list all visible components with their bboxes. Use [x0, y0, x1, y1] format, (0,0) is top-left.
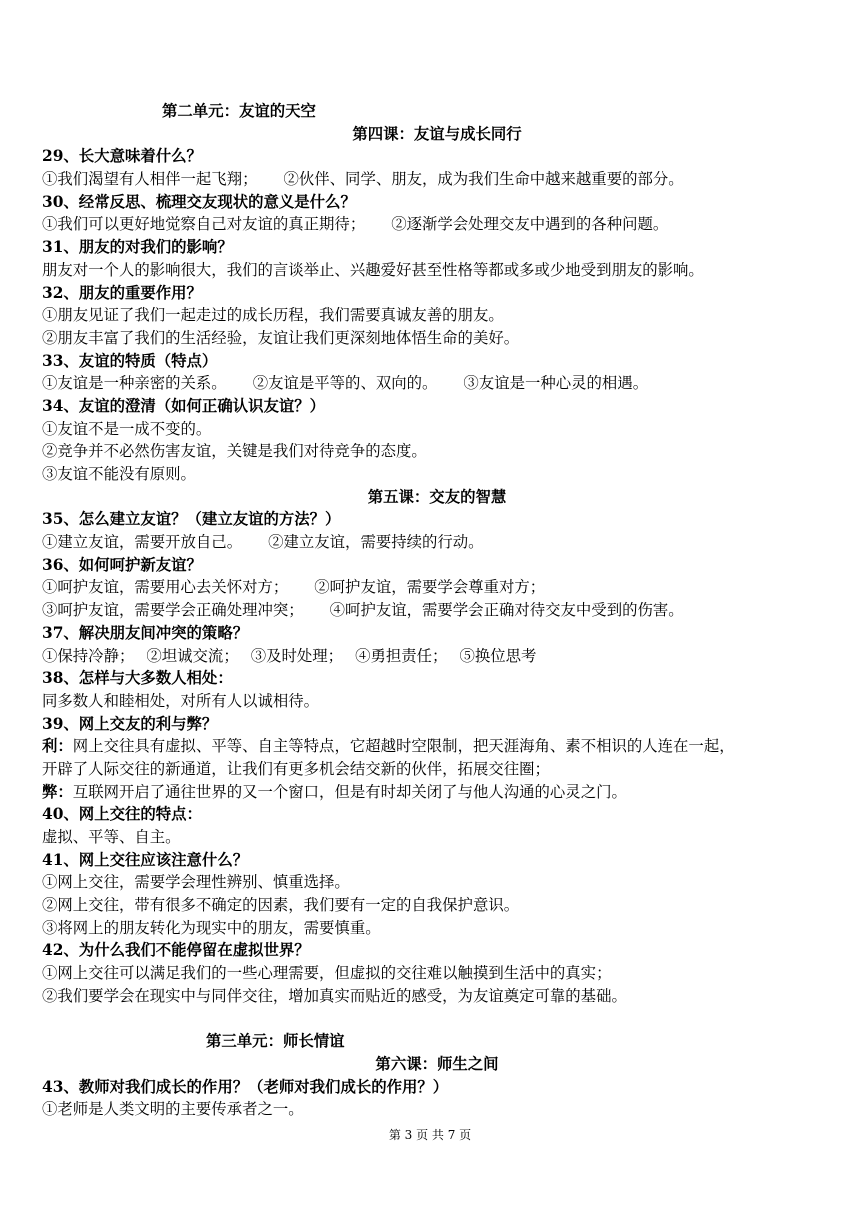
answer-37: ①保持冷静； ②坦诚交流； ③及时处理； ④勇担责任； ⑤换位思考 — [42, 646, 537, 665]
unit-title: 第二单元：友谊的天空 — [162, 102, 316, 120]
question-29: 29、长大意味着什么？ — [42, 147, 202, 166]
lesson-title: 第四课：友谊与成长同行 — [352, 124, 522, 143]
page-footer: 第 3 页 共 7 页 — [388, 1128, 472, 1142]
answer-42-2: ②我们要学会在现实中与同伴交往，增加真实而贴近的感受，为友谊奠定可靠的基础。 — [42, 986, 627, 1005]
answer-34-1: ①友谊不是一成不变的。 — [42, 419, 212, 438]
answer-41-1: ①网上交往，需要学会理性辨别、慎重选择。 — [42, 873, 350, 892]
answer-39-pro: 利：网上交往具有虚拟、平等、自主等特点，它超越时空限制，把天涯海角、素不相识的人连在一起， — [42, 737, 735, 756]
answer-41-2: ②网上交往，带有很多不确定的因素，我们要有一定的自我保护意识。 — [42, 896, 520, 915]
question-31: 31、朋友的对我们的影响？ — [42, 238, 233, 257]
unit-title: 第三单元：师长情谊 — [206, 1032, 345, 1051]
question-38: 38、怎样与大多数人相处： — [42, 669, 233, 688]
answer-38: 同多数人和睦相处，对所有人以诚相待。 — [42, 691, 320, 710]
question-30: 30、经常反思、梳理交友现状的意义是什么？ — [42, 192, 356, 211]
answer-32-1: ①朋友见证了我们一起走过的成长历程，我们需要真诚友善的朋友。 — [42, 306, 504, 325]
answer-29: ①我们渴望有人相伴一起飞翔； ②伙伴、同学、朋友，成为我们生命中越来越重要的部分。 — [42, 170, 684, 189]
question-34: 34、友谊的澄清（如何正确认识友谊？） — [42, 396, 326, 415]
answer-36-1: ①呵护友谊，需要用心去关怀对方； ②呵护友谊，需要学会尊重对方； — [42, 578, 546, 597]
answer-41-3: ③将网上的朋友转化为现实中的朋友，需要慎重。 — [42, 918, 381, 937]
answer-30: ①我们可以更好地觉察自己对友谊的真正期待； ②逐渐学会处理交友中遇到的各种问题。 — [42, 215, 669, 234]
answer-42-1: ①网上交往可以满足我们的一些心理需要，但虚拟的交往难以触摸到生活中的真实； — [42, 964, 612, 983]
document-body — [42, 100, 832, 1121]
question-42: 42、为什么我们不能停留在虚拟世界？ — [42, 941, 310, 960]
question-43: 43、教师对我们成长的作用？（老师对我们成长的作用？） — [42, 1077, 449, 1096]
answer-39-con: 弊：互联网开启了通往世界的又一个窗口，但是有时却关闭了与他人沟通的心灵之门。 — [42, 782, 627, 801]
answer-40: 虚拟、平等、自主。 — [42, 828, 181, 846]
question-36: 36、如何呵护新友谊？ — [42, 555, 202, 574]
answer-31: 朋友对一个人的影响很大，我们的言谈举止、兴趣爱好甚至性格等都或多或少地受到朋友的影响。 — [42, 260, 704, 279]
answer-34-2: ②竞争并不必然伤害友谊，关键是我们对待竞争的态度。 — [42, 442, 427, 461]
answer-35: ①建立友谊，需要开放自己。 ②建立友谊，需要持续的行动。 — [42, 533, 484, 552]
answer-39-pro-cont: 开辟了人际交往的新通道，让我们有更多机会结交新的伙伴，拓展交往圈； — [42, 759, 550, 778]
pro-label: 利： — [42, 737, 73, 756]
spacer — [42, 1008, 832, 1031]
question-40: 40、网上交往的特点： — [42, 805, 202, 824]
answer-36-2: ③呵护友谊，需要学会正确处理冲突； ④呵护友谊，需要学会正确对待交友中受到的伤害。 — [42, 601, 684, 620]
answer-32-2: ②朋友丰富了我们的生活经验，友谊让我们更深刻地体悟生命的美好。 — [42, 328, 520, 347]
question-39: 39、网上交友的利与弊？ — [42, 714, 218, 733]
question-35: 35、怎么建立友谊？（建立友谊的方法？） — [42, 510, 341, 529]
con-label: 弊： — [42, 782, 73, 801]
question-33: 33、友谊的特质（特点） — [42, 351, 218, 370]
answer-33: ①友谊是一种亲密的关系。 ②友谊是平等的、双向的。 ③友谊是一种心灵的相遇。 — [42, 374, 649, 393]
answer-34-3: ③友谊不能没有原则。 — [42, 465, 196, 483]
lesson-title: 第六课：师生之间 — [375, 1054, 499, 1073]
question-41: 41、网上交往应该注意什么？ — [42, 850, 249, 869]
question-32: 32、朋友的重要作用？ — [42, 283, 202, 302]
answer-43-1: ①老师是人类文明的主要传承者之一。 — [42, 1100, 304, 1119]
question-37: 37、解决朋友间冲突的策略？ — [42, 623, 249, 642]
lesson-title: 第五课：交友的智慧 — [367, 487, 507, 506]
